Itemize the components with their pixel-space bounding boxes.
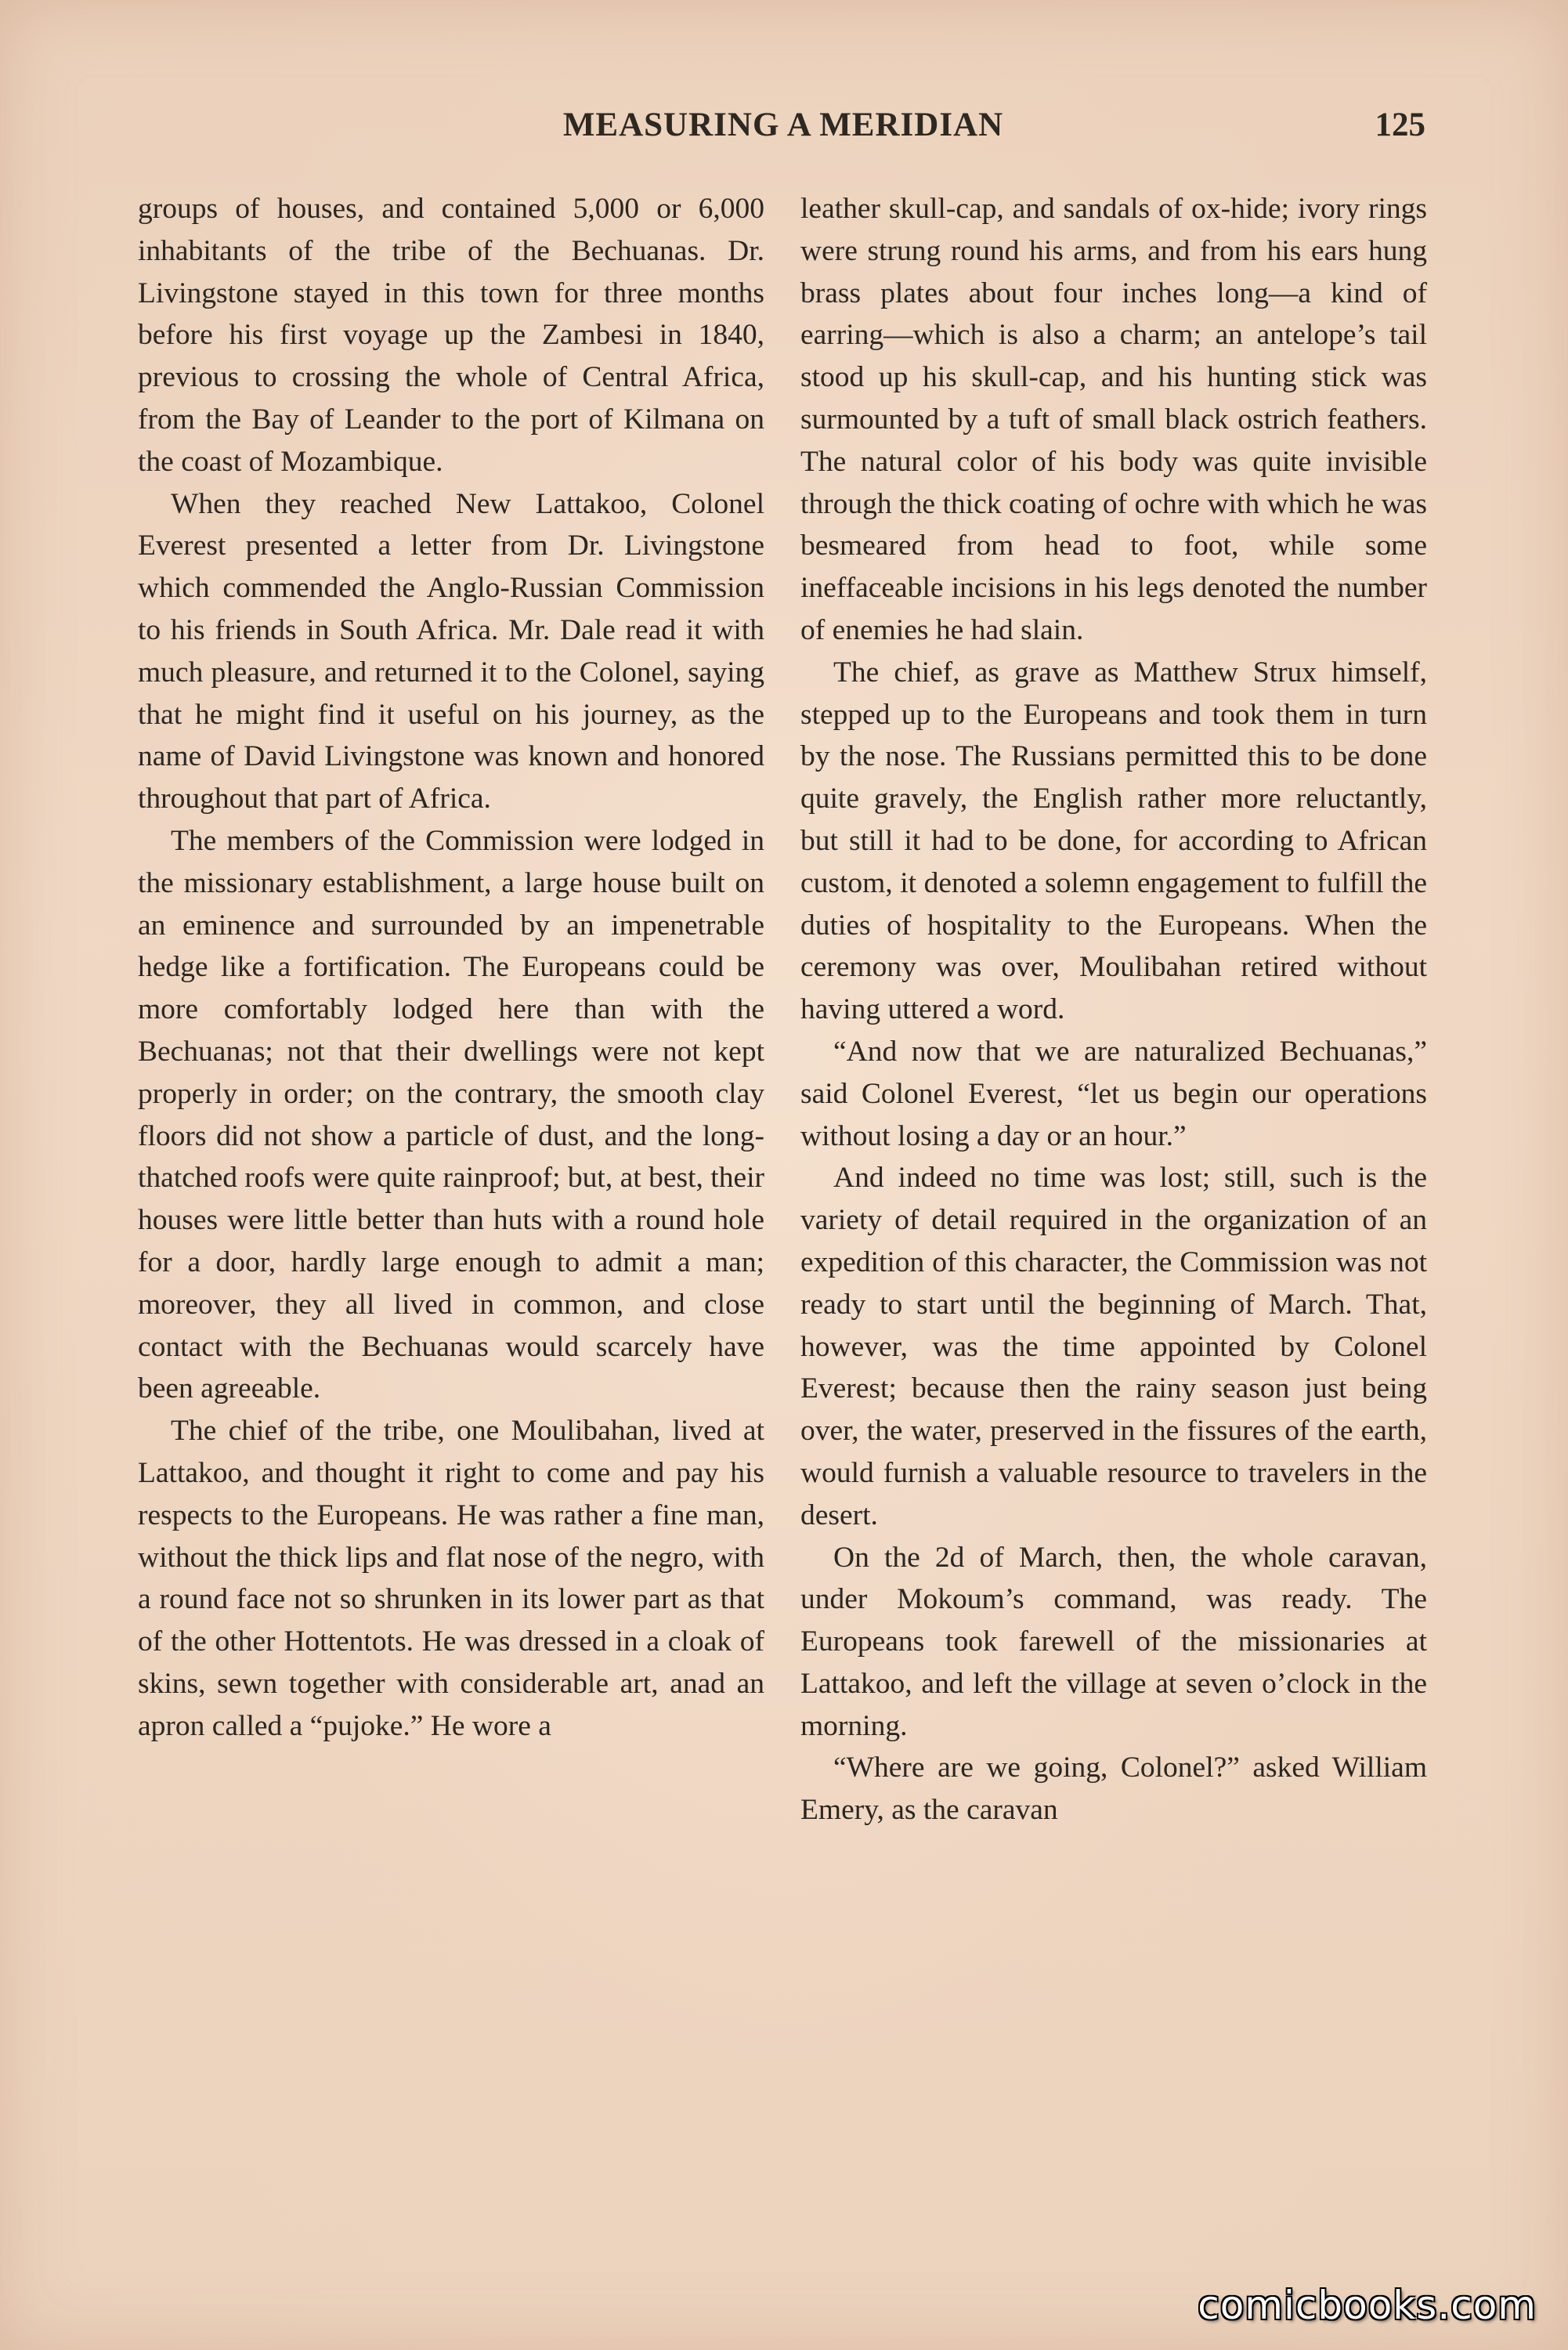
running-header: [141, 106, 1425, 153]
paragraph: leather skull-cap, and sandals of ox-hide; ivory rings were strung round his arms, and from his ears hung brass plates about four inches long—a kind of earring—which is also a charm; an antelope’s tail stood up his skull-cap, and his hunting stick was surmounted by a tuft of small black ostrich feathers. The natural color of his body was quite invisible through the thick coating of ochre with which he was besmeared from head to foot, while some ineffaceable incisions in his legs denoted the number of enemies he had slain.: [800, 193, 1427, 646]
paragraph: groups of houses, and contained 5,000 or 6,000 inhabitants of the tribe of the Bechuanas. Dr. Livingstone stayed in this town for three months before his first voyage up the Zambesi in 1840, previous to crossing the whole of Central Africa, from the Bay of Leander to the port of Kilmana on the coast of Mozambique.: [138, 193, 764, 478]
paragraph: The chief of the tribe, one Moulibahan, lived at Lattakoo, and thought it right to come and pay his respects to the Europeans. He was rather a fine man, without the thick lips and flat nose of the negro, with a round face not so shrunken in its lower part as that of the other Hottentots. He was dressed in a cloak of skins, sewn together with considerable art, anad an apron called a “pujoke.” He wore a: [138, 1415, 764, 1742]
paragraph: “And now that we are naturalized Bechuanas,” said Colonel Everest, “let us begin our operations without losing a day or an hour.”: [800, 1035, 1427, 1152]
left-column: [138, 188, 764, 1831]
text-columns: [138, 188, 1427, 1831]
paragraph: On the 2d of March, then, the whole caravan, under Mokoum’s command, was ready. The Europeans took farewell of the missionaries at Lattakoo, and left the village at seven o’clock in the morning.: [800, 1541, 1427, 1742]
paragraph: The chief, as grave as Matthew Strux himself, stepped up to the Europeans and took them in turn by the nose. The Russians permitted this to be done quite gravely, the English rather more reluctantly, but still it had to be done, for according to African custom, it denoted a solemn engagement to fulfill the duties of hospitality to the Europeans. When the ceremony was over, Moulibahan retired without having uttered a word.: [800, 656, 1427, 1026]
paragraph: When they reached New Lattakoo, Colonel Everest presented a letter from Dr. Livingstone which commended the Anglo-Russian Commission to his friends in South Africa. Mr. Dale read it with much pleasure, and returned it to the Colonel, saying that he might find it useful on his journey, as the name of David Livingstone was known and honored throughout that part of Africa.: [138, 487, 764, 815]
running-title: MEASURING A MERIDIAN: [562, 107, 1004, 143]
page-number: 125: [1375, 107, 1425, 143]
paragraph: The members of the Commission were lodged in the missionary establishment, a large house built on an eminence and surrounded by an impenetrable hedge like a fortification. The Europeans could be more comfortably lodged here than with the Bechuanas; not that their dwellings were not kept properly in order; on the contrary, the smooth clay floors did not show a particle of dust, and the long-thatched roofs were quite rainproof; but, at best, their houses were little better than huts with a round hole for a door, hardly large enough to admit a man; moreover, they all lived in common, and close contact with the Bechuanas would scarcely have been agreeable.: [138, 824, 764, 1405]
right-column: [800, 188, 1427, 1831]
paragraph: “Where are we going, Colonel?” asked William Emery, as the caravan: [800, 1752, 1427, 1827]
site-watermark: comicbooks.com: [1198, 2283, 1537, 2328]
paragraph: And indeed no time was lost; still, such is the variety of detail required in the organization of an expedition of this character, the Commission was not ready to start until the beginning of March. That, however, was the time appointed by Colonel Everest; because then the rainy season just being over, the water, preserved in the fissures of the earth, would furnish a valuable resource to travelers in the desert.: [800, 1162, 1427, 1531]
